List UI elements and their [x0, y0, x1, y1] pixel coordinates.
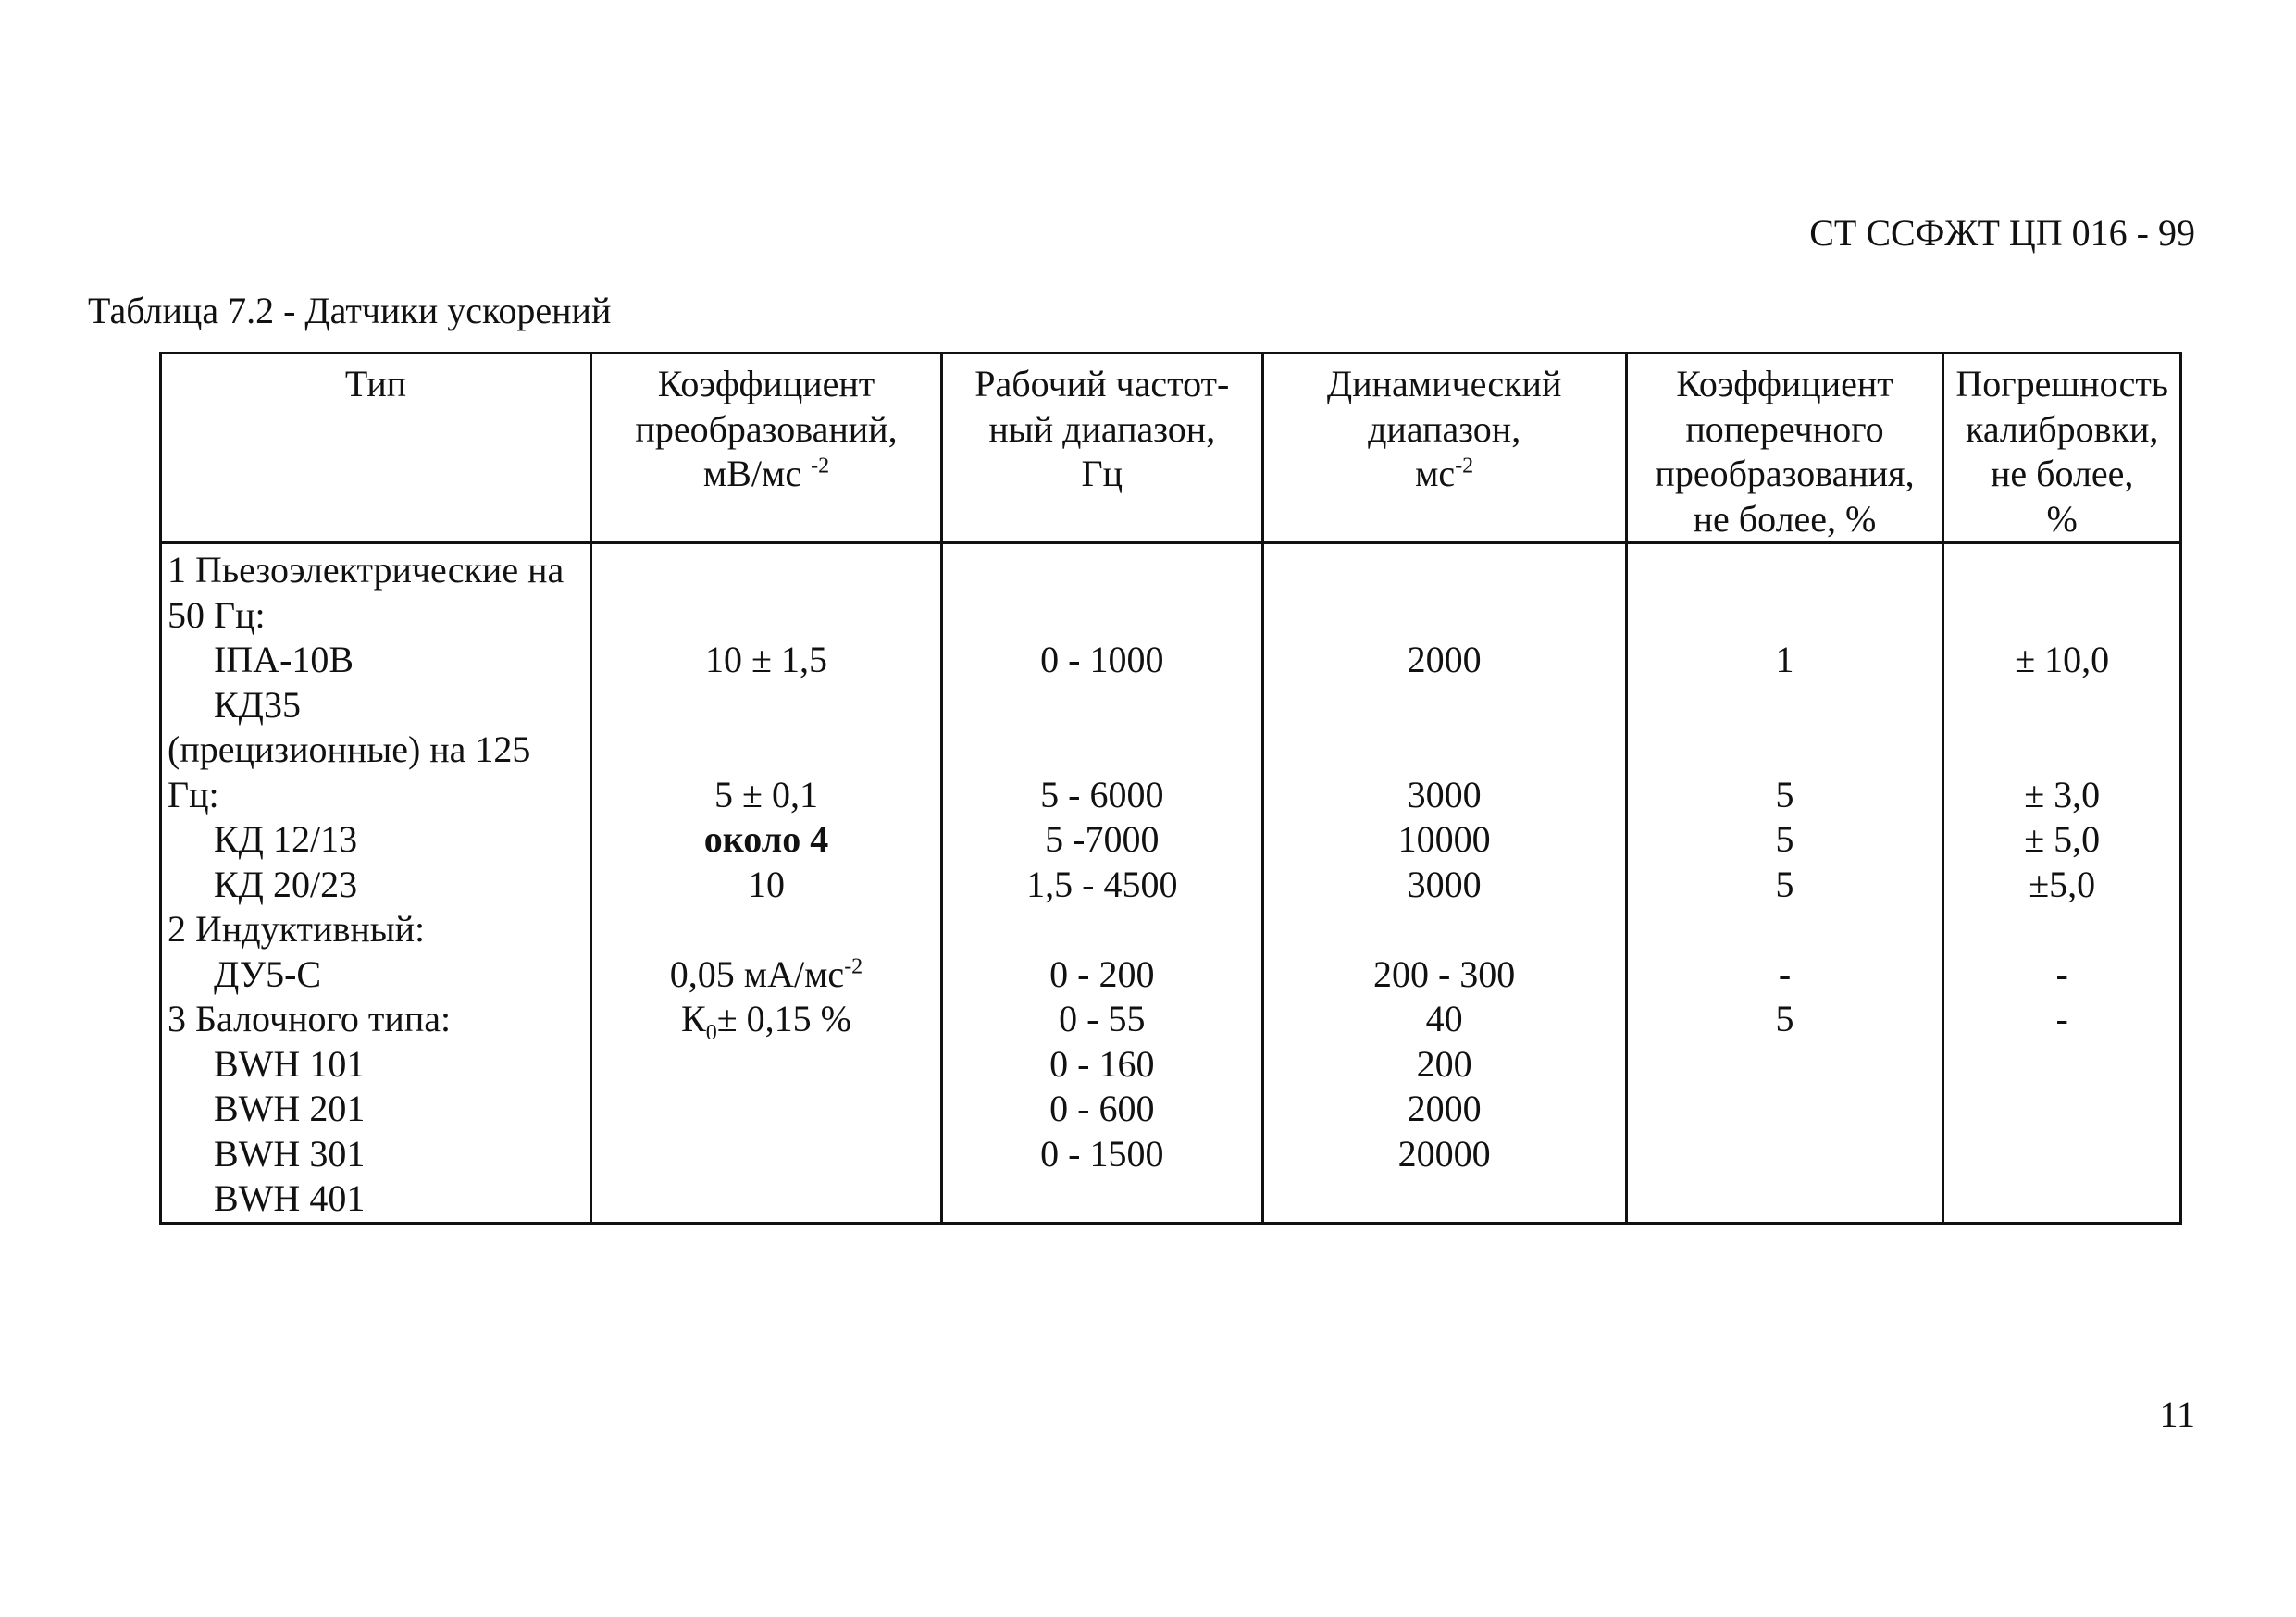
- coefficient-line: около 4: [703, 818, 829, 860]
- coefficient-line: [592, 1176, 940, 1222]
- type-line: (прецизионные) на 125: [168, 728, 531, 770]
- calibration-error-line: ± 3,0: [2024, 773, 2101, 815]
- type-line: 1 Пьезоэлектрические на: [168, 549, 565, 591]
- dynamic-range-line: [1264, 683, 1625, 728]
- transverse-coefficient-line: 5: [1775, 998, 1794, 1039]
- type-line: BWH 201: [214, 1088, 366, 1129]
- coefficient-line: [592, 1132, 940, 1177]
- type-line: ДУ5-С: [214, 952, 322, 995]
- transverse-coefficient-line: 5: [1775, 863, 1794, 905]
- header-calibration-error: Погрешность калибровки, не более, %: [1943, 354, 2181, 543]
- transverse-coefficient-line: [1628, 593, 1942, 639]
- frequency-column: [941, 543, 1262, 1224]
- coefficient-line: [592, 593, 940, 639]
- header-frequency-range: Рабочий частот- ный диапазон, Гц: [941, 354, 1262, 543]
- dynamic-range-line: 200 - 300: [1372, 952, 1516, 995]
- frequency-line: [943, 683, 1261, 728]
- calibration-error-line: [1944, 683, 2179, 728]
- type-column: [161, 543, 591, 1224]
- calibration-error-line: ± 10,0: [2015, 639, 2110, 680]
- frequency-line: 0 - 1000: [1040, 639, 1164, 680]
- transverse-coefficient-line: [1628, 1087, 1942, 1132]
- frequency-line: [943, 1176, 1261, 1222]
- frequency-line: [943, 907, 1261, 952]
- frequency-line: 0 - 160: [1049, 1042, 1155, 1085]
- transverse-coefficient-line: [1628, 683, 1942, 728]
- table-body-row: [161, 543, 2181, 1224]
- dynamic-range-line: [1264, 593, 1625, 639]
- calibration-error-line: [1944, 907, 2179, 952]
- calibration-error-line: [1944, 548, 2179, 593]
- calibration-error-line: ± 5,0: [2024, 818, 2101, 860]
- calibration-error-line: -: [2055, 998, 2068, 1039]
- calibration-error-line: -: [2055, 952, 2068, 995]
- dynamic-range-line: 10000: [1397, 818, 1491, 860]
- transverse-coefficient-line: [1628, 728, 1942, 773]
- type-line: 50 Гц:: [168, 593, 266, 636]
- dynamic-range-line: [1264, 548, 1625, 593]
- transverse-coefficient-line: [1628, 1042, 1942, 1088]
- type-line: BWH 401: [214, 1177, 366, 1219]
- coefficient-line: [592, 1087, 940, 1132]
- transverse-coefficient-line: [1628, 907, 1942, 952]
- frequency-line: [943, 593, 1261, 639]
- type-line: 2 Индуктивный:: [168, 908, 426, 950]
- dynamic-range-line: 2000: [1407, 1088, 1482, 1129]
- frequency-line: 0 - 200: [1049, 952, 1155, 995]
- calibration-error-line: ±5,0: [2029, 863, 2096, 905]
- calibration-error-line: [1944, 1132, 2179, 1177]
- type-line: КД35: [214, 683, 301, 726]
- type-line: КД 12/13: [214, 818, 358, 860]
- sensors-table: [159, 352, 2182, 1225]
- dynamic-range-line: 40: [1425, 998, 1463, 1039]
- transverse-coefficient-line: [1628, 1132, 1942, 1177]
- frequency-line: 1,5 - 4500: [1026, 863, 1178, 905]
- coefficient-line: $К_0\pm 0,15$ %: [681, 998, 851, 1045]
- coefficient-line: 5 ± 0,1: [714, 773, 818, 815]
- coefficient-line: 10: [747, 863, 785, 905]
- coefficient-line: [592, 683, 940, 728]
- calibration-error-column: [1943, 543, 2181, 1224]
- coefficient-line: [592, 728, 940, 773]
- type-line: BWH 301: [214, 1132, 366, 1175]
- type-line: Гц:: [168, 773, 219, 815]
- header-dynamic-range: Динамический диапазон, $мс^{-2}$: [1262, 354, 1626, 543]
- calibration-error-line: [1944, 1042, 2179, 1088]
- coefficient-line: 10 ± 1,5: [705, 639, 827, 680]
- header-type: Тип: [161, 354, 591, 543]
- header-coefficient: Коэффициент преобразований, мВ/мс $^{-2}$: [591, 354, 942, 543]
- dynamic-range-line: [1264, 728, 1625, 773]
- type-line: КД 20/23: [214, 863, 358, 905]
- frequency-line: 0 - 55: [1059, 998, 1146, 1039]
- dynamic-range-column: [1262, 543, 1626, 1224]
- dynamic-range-line: 200: [1416, 1042, 1472, 1085]
- coefficient-column: [591, 543, 942, 1224]
- transverse-coefficient-line: [1628, 548, 1942, 593]
- calibration-error-line: [1944, 1176, 2179, 1222]
- transverse-coefficient-line: 1: [1775, 639, 1794, 680]
- transverse-coefficient-line: 5: [1775, 818, 1794, 860]
- coefficient-line: 0,05 $мА/мс^{-2}$: [669, 952, 863, 995]
- calibration-error-line: [1944, 728, 2179, 773]
- coefficient-line: [592, 1042, 940, 1088]
- dynamic-range-line: [1264, 1176, 1625, 1222]
- header-transverse-coefficient: Коэффициент поперечного преобразования, не более, %: [1626, 354, 1943, 543]
- coefficient-line: [592, 548, 940, 593]
- transverse-coefficient-line: -: [1778, 952, 1792, 995]
- transverse-coefficient-line: 5: [1775, 773, 1794, 815]
- dynamic-range-line: [1264, 907, 1625, 952]
- frequency-line: [943, 548, 1261, 593]
- frequency-line: 5 - 6000: [1040, 773, 1164, 815]
- transverse-coefficient-line: [1628, 1176, 1942, 1222]
- dynamic-range-line: 3000: [1407, 773, 1482, 815]
- frequency-line: [943, 728, 1261, 773]
- dynamic-range-line: 2000: [1407, 639, 1482, 680]
- page-number: 11: [2159, 1394, 2195, 1436]
- coefficient-line: [592, 907, 940, 952]
- type-line: 3 Балочного типа:: [168, 998, 452, 1039]
- calibration-error-line: [1944, 593, 2179, 639]
- calibration-error-line: [1944, 1087, 2179, 1132]
- document-code: СТ ССФЖТ ЦП 016 - 99: [1809, 212, 2195, 254]
- table-caption: Таблица 7.2 - Датчики ускорений: [88, 290, 612, 331]
- frequency-line: 0 - 1500: [1040, 1132, 1164, 1175]
- frequency-line: 0 - 600: [1049, 1088, 1155, 1129]
- table-header-row: [161, 354, 2181, 543]
- transverse-coefficient-column: [1626, 543, 1943, 1224]
- type-line: ІПА-10В: [214, 639, 354, 680]
- dynamic-range-line: 20000: [1397, 1132, 1491, 1175]
- dynamic-range-line: 3000: [1407, 863, 1482, 905]
- type-line: BWH 101: [214, 1042, 366, 1085]
- frequency-line: 5 -7000: [1045, 818, 1160, 860]
